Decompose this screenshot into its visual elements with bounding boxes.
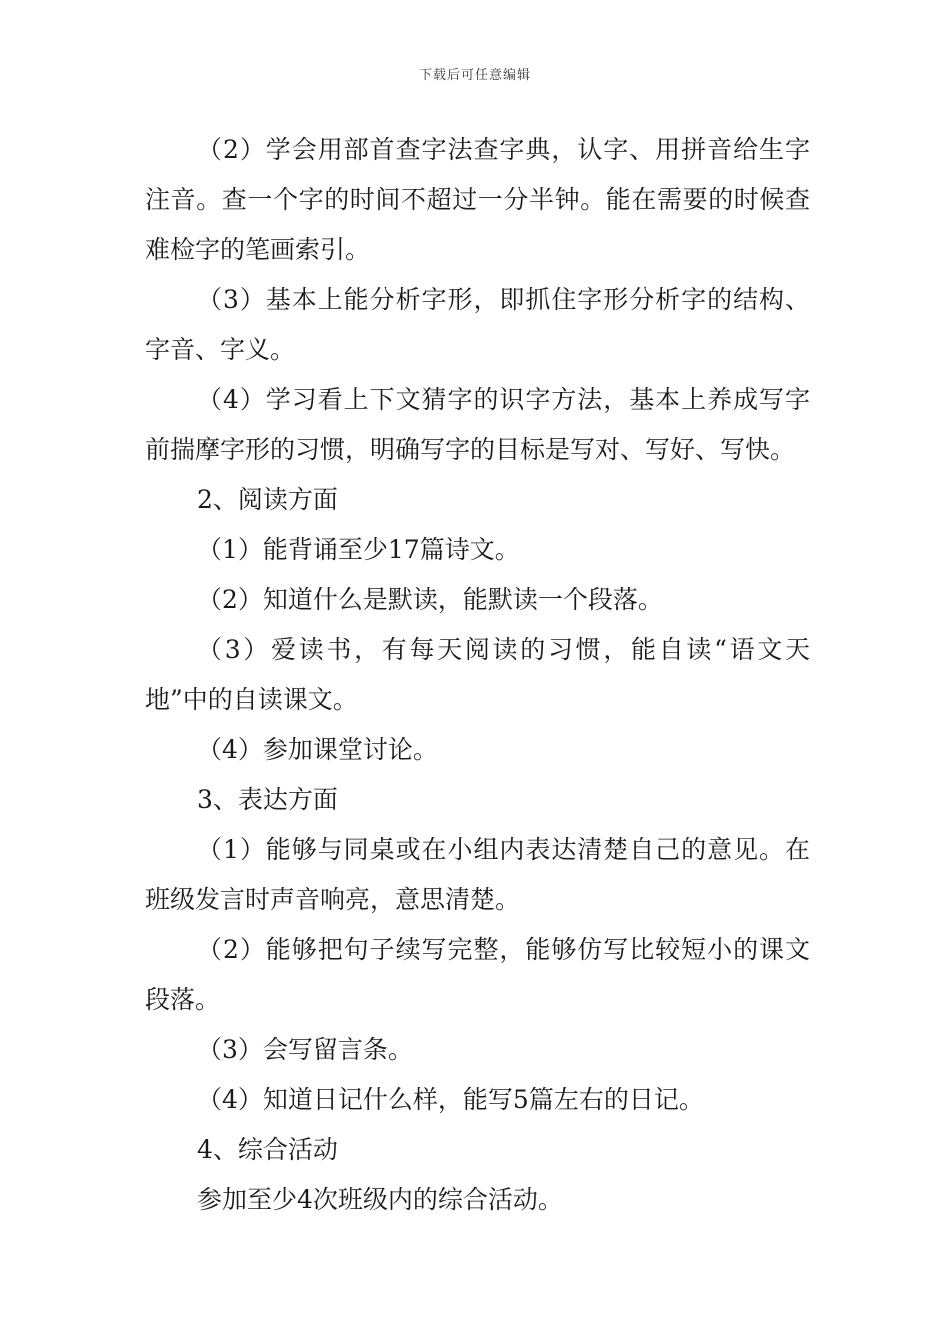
paragraph: （1）能够与同桌或在小组内表达清楚自己的意见。在班级发言时声音响亮，意思清楚。 <box>145 835 810 914</box>
document-body <box>145 125 810 1225</box>
paragraph: （2）能够把句子续写完整，能够仿写比较短小的课文段落。 <box>145 935 810 1014</box>
paragraph: 参加至少4次班级内的综合活动。 <box>197 1185 563 1214</box>
section-heading-expression: 3、表达方面 <box>197 785 338 814</box>
paragraph: （3）会写留言条。 <box>197 1035 413 1064</box>
section-heading-activities: 4、综合活动 <box>197 1135 338 1164</box>
page-header: 下载后可任意编辑 <box>418 68 531 83</box>
paragraph: （4）知道日记什么样，能写5篇左右的日记。 <box>197 1085 704 1114</box>
paragraph: （3）爱读书，有每天阅读的习惯，能自读“语文天地”中的自读课文。 <box>145 635 810 714</box>
paragraph: （2）学会用部首查字法查字典，认字、用拼音给生字注音。查一个字的时间不超过一分半钟。能在需要的时候查难检字的笔画索引。 <box>145 135 810 264</box>
paragraph: （2）知道什么是默读，能默读一个段落。 <box>197 585 663 614</box>
paragraph: （4）学习看上下文猜字的识字方法，基本上养成写字前揣摩字形的习惯，明确写字的目标是写对、写好、写快。 <box>145 385 810 464</box>
paragraph: （3）基本上能分析字形，即抓住字形分析字的结构、字音、字义。 <box>145 285 810 364</box>
paragraph: （4）参加课堂讨论。 <box>197 735 438 764</box>
section-heading-reading: 2、阅读方面 <box>197 485 338 514</box>
paragraph: （1）能背诵至少17篇诗文。 <box>197 535 520 564</box>
